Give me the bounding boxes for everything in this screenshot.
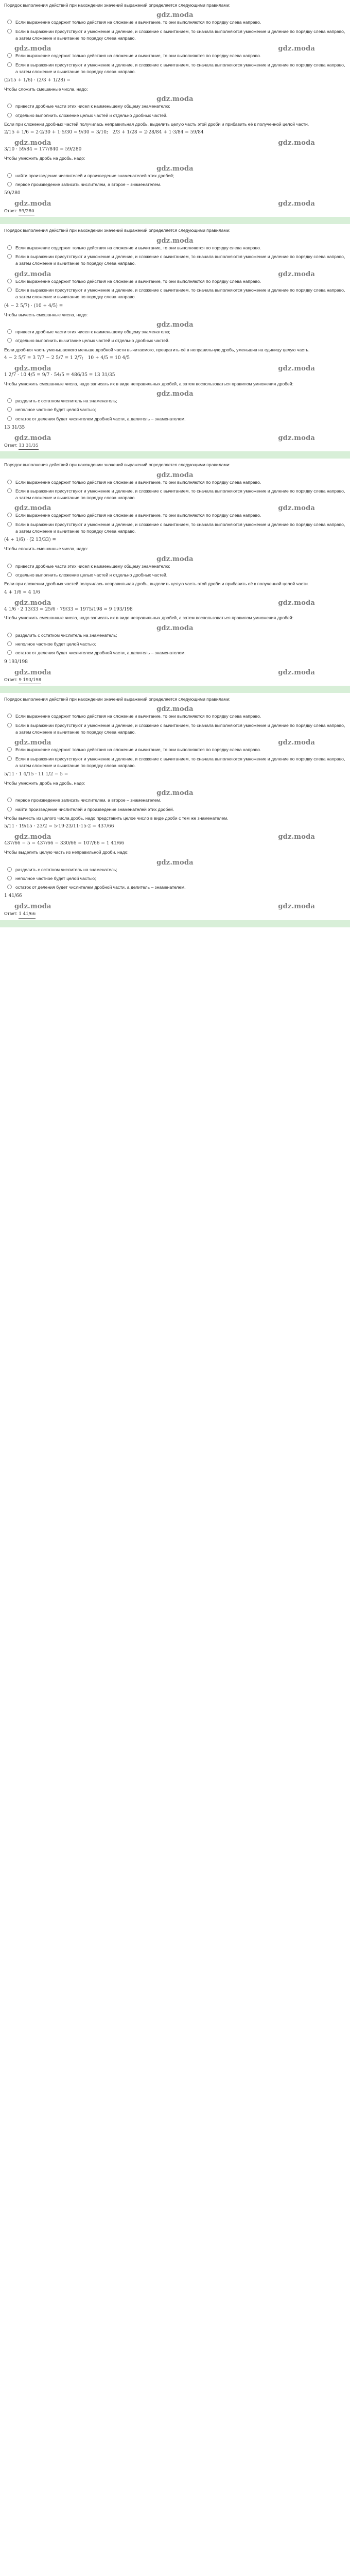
- rule-item: [4, 756, 346, 770]
- rule-text: привести дробные части этих чисел к наименьшему общему знаменателю;: [15, 563, 170, 569]
- bullet-icon: [7, 885, 12, 889]
- rule-item: [4, 512, 346, 519]
- rule-item: [4, 62, 346, 76]
- rule-text: неполное частное будет целой частью;: [15, 875, 96, 881]
- note: Если дробная часть уменьшаемого меньше дробной части вычитаемого, превратить её в неправильную дробь, уменьшив на единицу целую часть.: [4, 347, 310, 352]
- bullet-icon: [7, 62, 12, 67]
- answer-label: Ответ:: [4, 208, 18, 214]
- mult-intro: Чтобы умножить смешанные числа, надо записать их в виде неправильных дробей, а затем воспользоваться правилом умножения дробей:: [4, 615, 293, 621]
- rule-item: [4, 416, 346, 422]
- rule-item: [4, 884, 346, 891]
- rule-text: остаток от деления будет числителем дробной части, а делитель – знаменателем.: [15, 416, 186, 421]
- mult-intro: Чтобы умножить дробь на дробь, надо:: [4, 156, 85, 161]
- bullet-icon: [7, 113, 12, 117]
- rule-item: [4, 329, 346, 335]
- rule-text: отдельно выполнить вычитание целых частей и отдельно дробных частей.: [15, 338, 170, 344]
- result: 59/280: [4, 191, 21, 196]
- watermark-row: [4, 668, 346, 675]
- watermark-row: [4, 902, 346, 909]
- watermark-row: [4, 94, 346, 104]
- watermark-row: [4, 10, 346, 18]
- bullet-icon: [7, 53, 12, 58]
- bullet-icon: [7, 416, 12, 421]
- section-intro: Порядок выполнения действий при нахождении значений выражений определяется следующими правилами:: [4, 696, 231, 702]
- rule-text: Если в выражении присутствуют и умножение и деление, и сложение с вычитанием, то сначала выполняются умножение и деление по порядку слева направо, а затем сложение и вычитание по порядку слева направо.: [15, 756, 345, 768]
- solution-page: [0, 0, 350, 927]
- rule-text: отдельно выполнить сложение целых частей и отдельно дробных частей.: [15, 572, 168, 578]
- watermark: gdz.moda: [156, 624, 194, 632]
- mult-intro: Чтобы выделить целую часть из неправильной дроби, надо:: [4, 850, 129, 855]
- answer-line: [4, 676, 346, 684]
- rule-item: [4, 722, 346, 736]
- watermark: gdz.moda: [14, 270, 51, 278]
- rule-text: разделить с остатком числитель на знаменатель;: [15, 632, 117, 638]
- calculation-step: 3/10 · 59/84 = 177/840 = 59/280: [4, 147, 82, 152]
- section-divider: [0, 920, 350, 927]
- rule-item: [4, 747, 346, 753]
- rule-text: разделить с остатком числитель на знаменатель;: [15, 867, 117, 872]
- watermark: gdz.moda: [14, 903, 51, 911]
- expression: (2/15 + 1/6) · (2/3 + 1/28) =: [4, 78, 71, 83]
- rule-text: Если выражение содержит только действия на сложение и вычитание, то они выполняются по порядку слева направо.: [15, 245, 261, 250]
- bullet-icon: [7, 254, 12, 259]
- bullet-icon: [7, 633, 12, 637]
- rule-item: [4, 488, 346, 502]
- rule-item: [4, 103, 346, 110]
- answer-line: [4, 910, 346, 918]
- answer-label: Ответ:: [4, 676, 18, 682]
- rule-text: Если выражение содержит только действия на сложение и вычитание, то они выполняются по порядку слева направо.: [15, 479, 261, 485]
- watermark-row: [4, 858, 346, 865]
- bullet-icon: [7, 480, 12, 484]
- bullet-icon: [7, 245, 12, 250]
- bullet-icon: [7, 182, 12, 187]
- rule-text: отдельно выполнить сложение целых частей и отдельно дробных частей.: [15, 112, 168, 118]
- rule-item: [4, 806, 346, 813]
- watermark: gdz.moda: [278, 599, 315, 607]
- rule-text: разделить с остатком числитель на знаменатель;: [15, 398, 117, 403]
- rule-item: [4, 28, 346, 42]
- watermark-row: [4, 320, 346, 327]
- bullet-icon: [7, 798, 12, 802]
- result: 9 193/198: [4, 659, 28, 665]
- rule-item: [4, 867, 346, 873]
- rule-item: [4, 632, 346, 639]
- watermark: gdz.moda: [278, 200, 315, 208]
- watermark-row: [4, 623, 346, 631]
- watermark: gdz.moda: [156, 555, 194, 563]
- rule-text: Если выражение содержит только действия на сложение и вычитание, то они выполняются по порядку слева направо.: [15, 20, 261, 25]
- section-divider: [0, 686, 350, 693]
- answer-label: Ответ:: [4, 911, 18, 917]
- bullet-icon: [7, 20, 12, 24]
- watermark: gdz.moda: [14, 139, 51, 147]
- bullet-icon: [7, 279, 12, 283]
- watermark-row: [4, 738, 346, 745]
- rule-text: первое произведение записать числителем, а второе – знаменателем.: [15, 181, 162, 187]
- section-intro: Порядок выполнения действий при нахождении значений выражений определяется следующими правилами:: [4, 462, 231, 468]
- watermark-row: [4, 470, 346, 478]
- rule-text: Если в выражении присутствуют и умножение и деление, и сложение с вычитанием, то сначала выполняются умножение и деление по порядку слева направо, а затем сложение и вычитание по порядку слева направо.: [15, 488, 345, 501]
- rule-text: Если выражение содержит только действия на сложение и вычитание, то они выполняются по порядку слева направо.: [15, 747, 261, 753]
- rule-item: [4, 521, 346, 535]
- rule-item: [4, 398, 346, 404]
- rule-item: [4, 875, 346, 882]
- bullet-icon: [7, 29, 12, 33]
- bullet-icon: [7, 867, 12, 872]
- rule-text: Если в выражении присутствуют и умножение и деление, и сложение с вычитанием, то сначала выполняются умножение и деление по порядку слева направо, а затем сложение и вычитание по порядку слева направо.: [15, 62, 345, 74]
- bullet-icon: [7, 747, 12, 752]
- bullet-icon: [7, 407, 12, 412]
- watermark: gdz.moda: [14, 364, 51, 372]
- bullet-icon: [7, 807, 12, 811]
- section-intro: Порядок выполнения действий при нахождении значений выражений определяется следующими правилами:: [4, 3, 231, 8]
- watermark-row: [4, 44, 346, 51]
- watermark: gdz.moda: [278, 45, 315, 53]
- rule-text: привести дробные части этих чисел к наименьшему общему знаменателю;: [15, 104, 170, 109]
- bullet-icon: [7, 287, 12, 292]
- bullet-icon: [7, 723, 12, 727]
- watermark: gdz.moda: [278, 270, 315, 278]
- watermark: gdz.moda: [156, 236, 194, 245]
- watermark-row: [4, 236, 346, 243]
- rule-item: [4, 181, 346, 188]
- rule-text: найти произведение числителей и произведение знаменателей этих дробей;: [15, 173, 174, 178]
- rule-text: Если выражение содержит только действия на сложение и вычитание, то они выполняются по порядку слева направо.: [15, 714, 261, 719]
- note: Если при сложении дробных частей получилась неправильная дробь, выделить целую часть этой дроби и прибавить её к полученной целой части.: [4, 122, 309, 127]
- watermark: gdz.moda: [156, 95, 194, 104]
- bullet-icon: [7, 329, 12, 334]
- watermark: gdz.moda: [156, 11, 194, 20]
- watermark-row: [4, 554, 346, 562]
- calculation-step: 5/11 · 19/15 · 23/2 = 5·19·23/11·15·2 = 437/66: [4, 824, 114, 829]
- rule-text: первое произведение записать числителем, а второе – знаменателем.: [15, 798, 162, 803]
- watermark: gdz.moda: [278, 833, 315, 841]
- rule-item: [4, 253, 346, 267]
- watermark-row: [4, 389, 346, 396]
- answer-line: [4, 442, 346, 450]
- solution-section: [4, 696, 346, 927]
- rule-text: Если выражение содержит только действия на сложение и вычитание, то они выполняются по порядку слева направо.: [15, 513, 261, 518]
- watermark: gdz.moda: [278, 903, 315, 911]
- watermark: gdz.moda: [278, 434, 315, 442]
- bullet-icon: [7, 104, 12, 108]
- watermark-row: [4, 138, 346, 145]
- bullet-icon: [7, 564, 12, 568]
- calculation-step: 4 1/6 · 2 13/33 = 25/6 · 79/33 = 1975/198 = 9 193/198: [4, 606, 133, 612]
- rule-item: [4, 173, 346, 179]
- rule-text: привести дробные части этих чисел к наименьшему общему знаменателю;: [15, 329, 170, 334]
- result: 1 41/66: [4, 893, 22, 899]
- watermark: gdz.moda: [14, 200, 51, 208]
- bullet-icon: [7, 714, 12, 718]
- rule-item: [4, 641, 346, 648]
- rule-text: неполное частное будет целой частью;: [15, 641, 96, 647]
- bullet-icon: [7, 876, 12, 880]
- rule-text: Если в выражении присутствуют и умножение и деление, и сложение с вычитанием, то сначала выполняются умножение и деление по порядку слева направо, а затем сложение и вычитание по порядку слева направо.: [15, 521, 345, 534]
- sub-intro: Чтобы вычесть смешанные числа, надо:: [4, 312, 88, 317]
- answer-label: Ответ:: [4, 442, 18, 448]
- bullet-icon: [7, 572, 12, 577]
- watermark: gdz.moda: [14, 504, 51, 513]
- rule-item: [4, 563, 346, 570]
- rule-text: Если в выражении присутствуют и умножение и деление, и сложение с вычитанием, то сначала выполняются умножение и деление по порядку слева направо, а затем сложение и вычитание по порядку слева направо.: [15, 722, 345, 735]
- mult-intro: Чтобы умножить смешанные числа, надо записать их в виде неправильных дробей, а затем воспользоваться правилом умножения дробей:: [4, 381, 293, 386]
- watermark: gdz.moda: [14, 668, 51, 676]
- watermark: gdz.moda: [156, 789, 194, 798]
- note: Если при сложении дробных частей получилась неправильная дробь, выделить целую часть этой дроби и прибавить её к полученной целой части.: [4, 581, 309, 587]
- watermark: gdz.moda: [156, 471, 194, 479]
- rule-item: [4, 713, 346, 720]
- solution-section: [4, 2, 346, 224]
- watermark-row: [4, 503, 346, 511]
- bullet-icon: [7, 338, 12, 343]
- expression: (4 + 1/6) · (2 13/33) =: [4, 537, 57, 543]
- bullet-icon: [7, 513, 12, 517]
- watermark-row: [4, 832, 346, 839]
- rule-text: Если в выражении присутствуют и умножение и деление, и сложение с вычитанием, то сначала выполняются умножение и деление по порядку слева направо, а затем сложение и вычитание по порядку слева направо.: [15, 287, 345, 300]
- answer-value: 59/280: [19, 208, 34, 215]
- sub-intro: Чтобы сложить смешанные числа, надо:: [4, 546, 88, 552]
- bullet-icon: [7, 522, 12, 527]
- bullet-icon: [7, 173, 12, 178]
- bullet-icon: [7, 756, 12, 761]
- expression: 5/11 · 1 4/15 · 11 1/2 − 5 =: [4, 772, 68, 777]
- rule-item: [4, 278, 346, 285]
- rule-item: [4, 406, 346, 413]
- sub-intro: Чтобы сложить смешанные числа, надо:: [4, 87, 88, 92]
- watermark: gdz.moda: [278, 504, 315, 513]
- calculation-step: 4 − 2 5/7 = 3 7/7 − 2 5/7 = 1 2/7; 10 + 4/5 = 10 4/5: [4, 355, 130, 361]
- watermark: gdz.moda: [156, 320, 194, 329]
- answer-value: 9 193/198: [19, 677, 41, 684]
- rule-item: [4, 245, 346, 251]
- rule-text: Если в выражении присутствуют и умножение и деление, и сложение с вычитанием, то сначала выполняются умножение и деление по порядку слева направо, а затем сложение и вычитание по порядку слева направо.: [15, 28, 345, 41]
- watermark: gdz.moda: [278, 139, 315, 147]
- rule-text: Если в выражении присутствуют и умножение и деление, и сложение с вычитанием, то сначала выполняются умножение и деление по порядку слева направо, а затем сложение и вычитание по порядку слева направо.: [15, 254, 345, 266]
- rule-text: остаток от деления будет числителем дробной части, а делитель – знаменателем.: [15, 885, 186, 890]
- rule-item: [4, 287, 346, 301]
- bullet-icon: [7, 398, 12, 403]
- watermark-row: [4, 269, 346, 277]
- note: Чтобы вычесть из целого числа дробь, надо представить целое число в виде дроби с тем же знаменателем.: [4, 816, 229, 821]
- answer-line: [4, 208, 346, 215]
- rule-item: [4, 572, 346, 579]
- watermark-row: [4, 199, 346, 206]
- watermark: gdz.moda: [278, 364, 315, 372]
- answer-value: 13 31/35: [19, 443, 38, 450]
- watermark: gdz.moda: [156, 705, 194, 714]
- rule-item: [4, 337, 346, 344]
- watermark: gdz.moda: [278, 668, 315, 676]
- watermark: gdz.moda: [156, 858, 194, 867]
- watermark: gdz.moda: [156, 390, 194, 398]
- watermark-row: [4, 164, 346, 171]
- watermark-row: [4, 704, 346, 714]
- rule-item: [4, 479, 346, 486]
- solution-section: [4, 227, 346, 459]
- solution-section: [4, 462, 346, 693]
- rule-text: Если выражение содержит только действия на сложение и вычитание, то они выполняются по порядку слева направо.: [15, 278, 261, 284]
- watermark-row: [4, 598, 346, 605]
- calculation-step: 437/66 − 5 = 437/66 − 330/66 = 107/66 = 1 41/66: [4, 841, 125, 846]
- answer-value: 1 41/66: [19, 911, 36, 918]
- bullet-icon: [7, 650, 12, 655]
- calculation-step: 2/15 + 1/6 = 2·2/30 + 1·5/30 = 9/30 = 3/10; 2/3 + 1/28 = 2·28/84 + 1·3/84 = 59/84: [4, 130, 204, 135]
- rule-text: остаток от деления будет числителем дробной части, а делитель – знаменателем.: [15, 650, 186, 656]
- rule-item: [4, 53, 346, 59]
- rule-text: неполное частное будет целой частью;: [15, 407, 96, 413]
- watermark-row: [4, 433, 346, 440]
- watermark-row: [4, 364, 346, 371]
- bullet-icon: [7, 641, 12, 646]
- rule-item: [4, 19, 346, 26]
- rule-text: найти произведение числителей и произведение знаменателей этих дробей.: [15, 806, 174, 812]
- watermark: gdz.moda: [156, 164, 194, 173]
- calculation-step: 1 2/7 · 10 4/5 = 9/7 · 54/5 = 486/35 = 13 31/35: [4, 372, 115, 378]
- watermark-row: [4, 788, 346, 798]
- watermark: gdz.moda: [14, 739, 51, 747]
- bullet-icon: [7, 488, 12, 493]
- rule-item: [4, 650, 346, 656]
- rule-text: Если выражение содержит только действия на сложение и вычитание, то они выполняются по порядку слева направо.: [15, 53, 261, 59]
- result: 13 31/35: [4, 425, 25, 430]
- section-divider: [0, 451, 350, 459]
- sub-intro: Чтобы умножить дробь на дробь, надо:: [4, 781, 85, 786]
- watermark: gdz.moda: [14, 45, 51, 53]
- expression: (4 − 2 5/7) · (10 + 4/5) =: [4, 303, 63, 309]
- watermark: gdz.moda: [14, 434, 51, 442]
- calculation-step: 4 + 1/6 = 4 1/6: [4, 589, 40, 595]
- watermark: gdz.moda: [14, 599, 51, 607]
- rule-item: [4, 797, 346, 804]
- watermark: gdz.moda: [14, 833, 51, 841]
- section-divider: [0, 217, 350, 224]
- watermark: gdz.moda: [278, 739, 315, 747]
- section-intro: Порядок выполнения действий при нахождении значений выражений определяется следующими правилами:: [4, 228, 231, 233]
- rule-item: [4, 112, 346, 119]
